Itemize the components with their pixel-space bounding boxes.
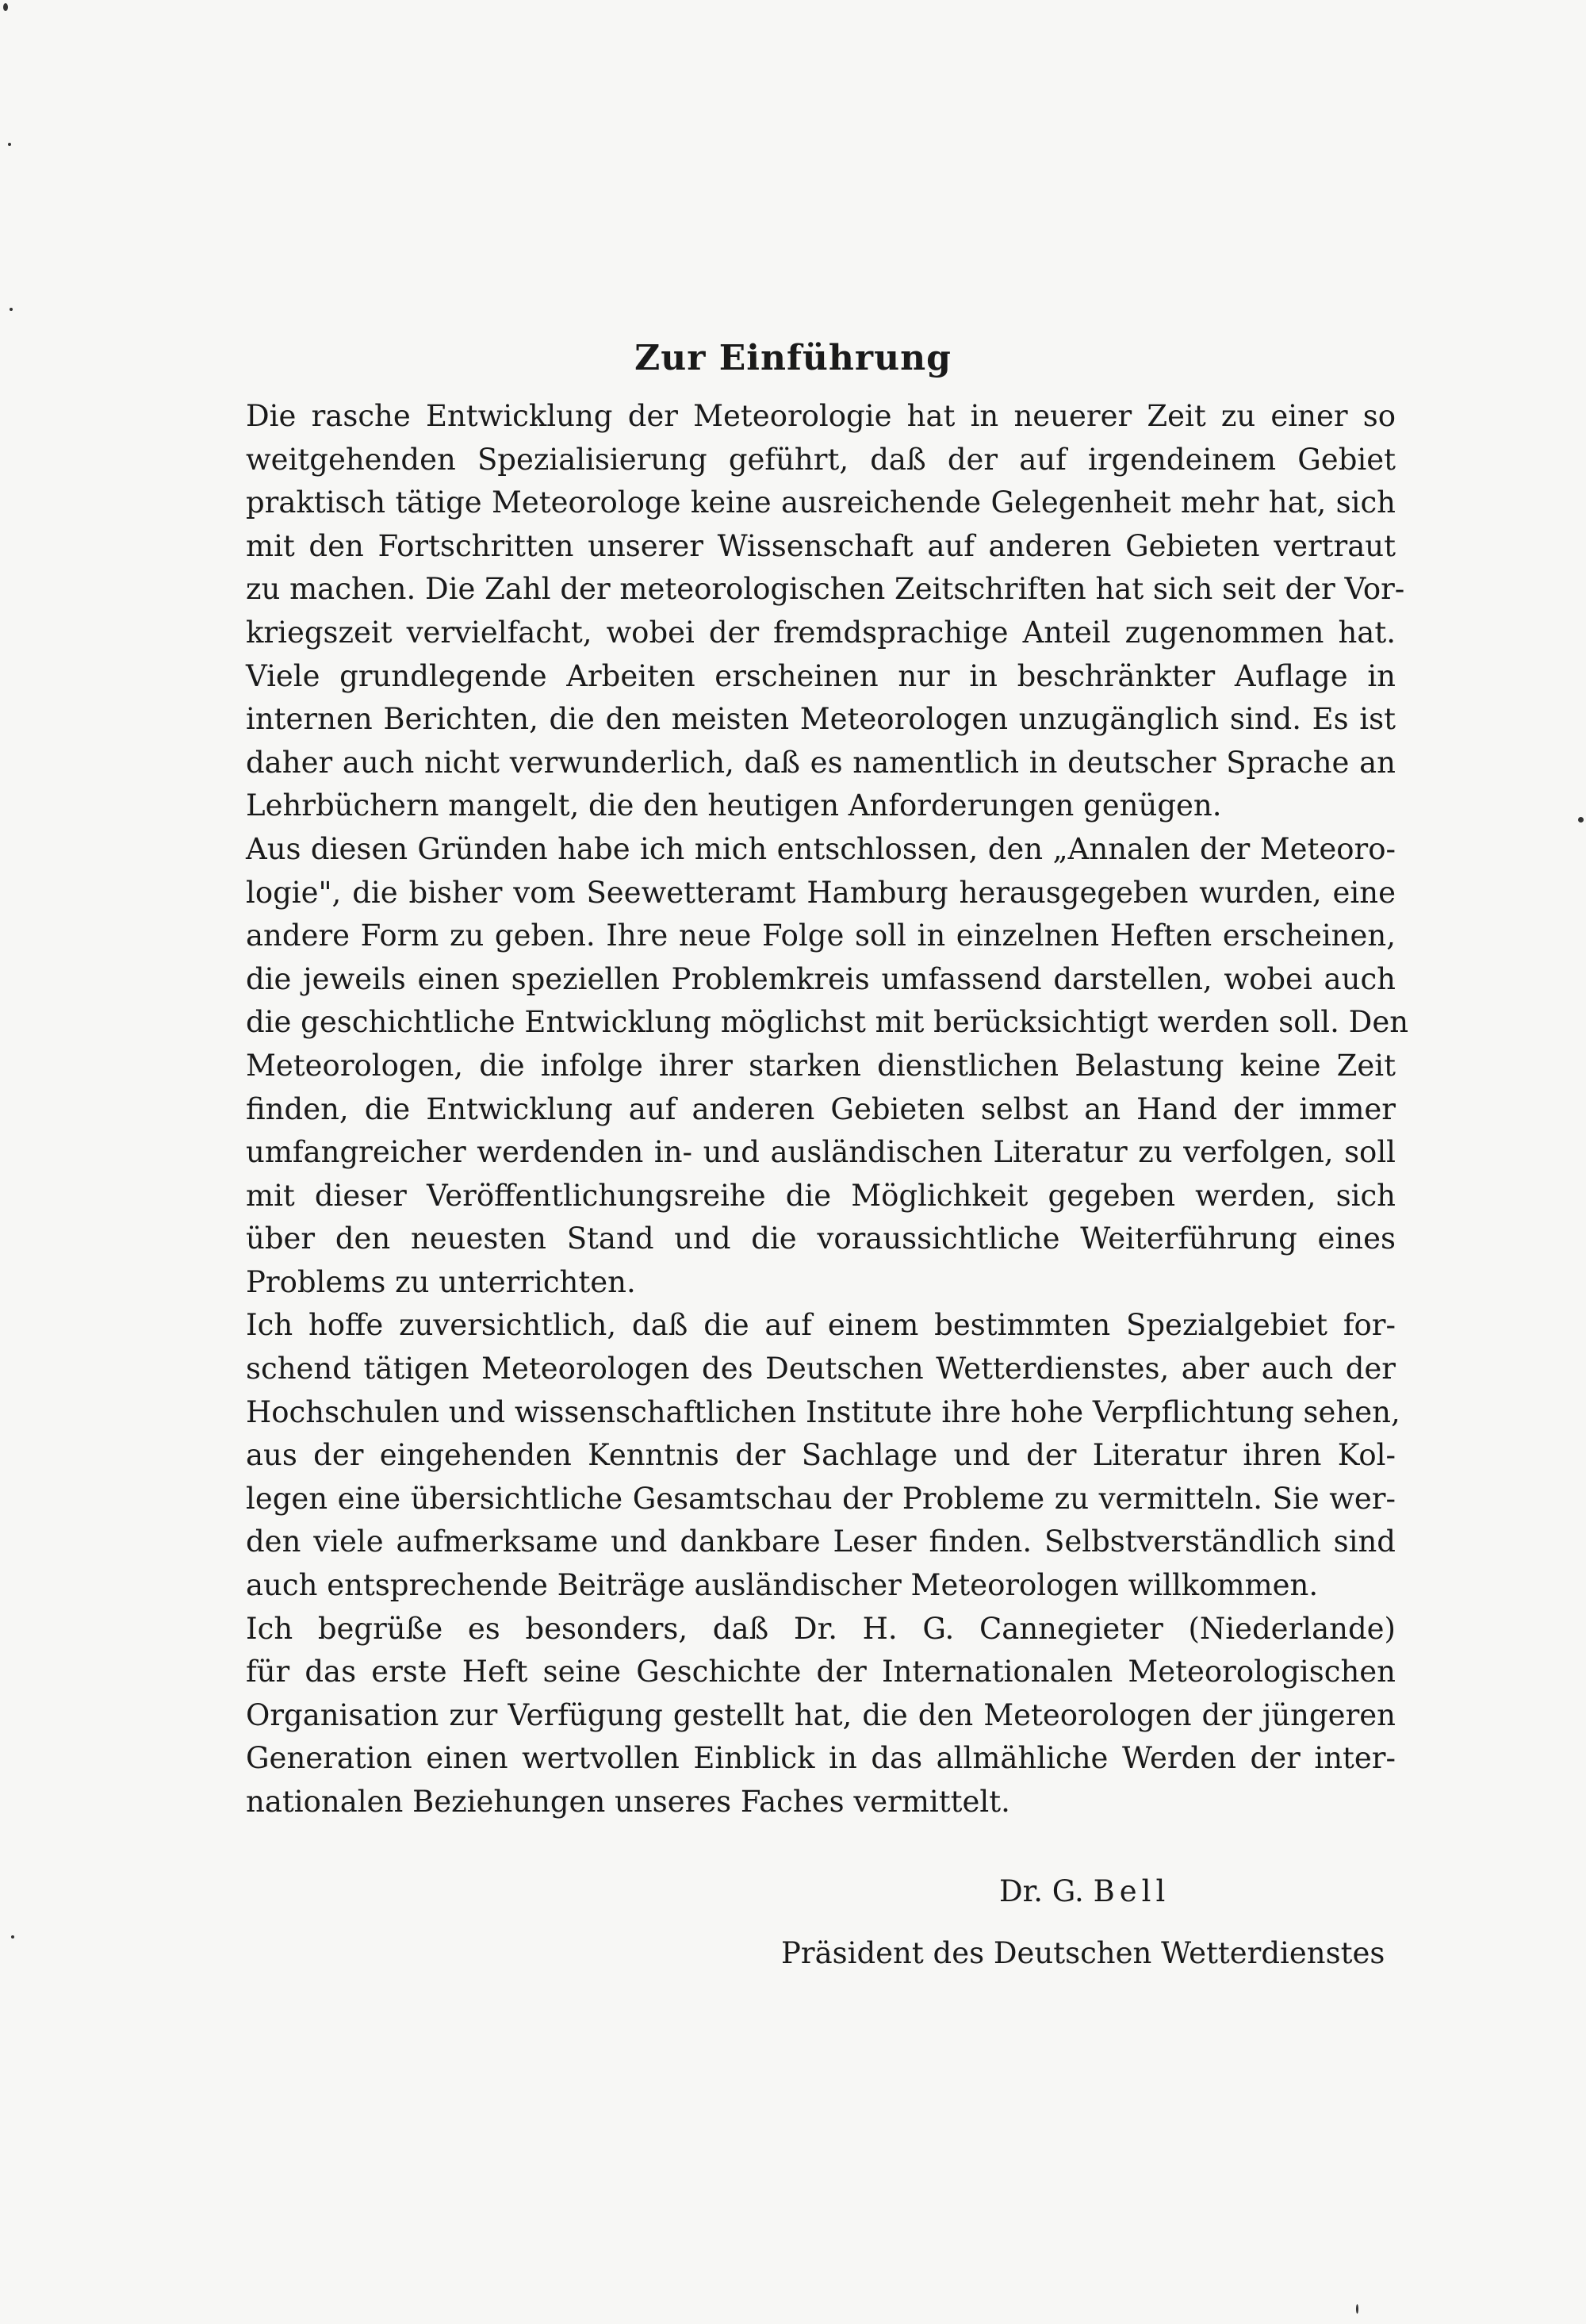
text-line: finden, die Entwicklung auf anderen Gebieten selbst an Hand der immer xyxy=(246,1091,1396,1126)
text-line: über den neuesten Stand und die voraussichtliche Weiterführung eines xyxy=(246,1221,1396,1256)
text-line: schend tätigen Meteorologen des Deutschen Wetterdienstes, aber auch der xyxy=(246,1352,1396,1386)
text-line: auch entsprechende Beiträge ausländischer Meteorologen willkommen. xyxy=(246,1568,1319,1603)
text-line: zu machen. Die Zahl der meteorologischen Zeitschriften hat sich seit der Vor- xyxy=(246,572,1405,607)
scan-speck xyxy=(8,143,11,146)
scan-speck xyxy=(10,308,13,311)
text-line: weitgehenden Spezialisierung geführt, daß der auf irgendeinem Gebiet xyxy=(246,442,1396,477)
scan-speck xyxy=(3,3,8,11)
text-line: nationalen Beziehungen unseres Faches vermittelt. xyxy=(246,1785,1010,1819)
text-line: andere Form zu geben. Ihre neue Folge soll in einzelnen Heften erscheinen, xyxy=(246,918,1396,953)
text-line: die geschichtliche Entwicklung möglichst mit berücksichtigt werden soll. Den xyxy=(246,1005,1409,1040)
scan-speck xyxy=(11,1935,14,1939)
scan-speck xyxy=(1356,2304,1358,2314)
text-line: internen Berichten, die den meisten Meteorologen unzugänglich sind. Es ist xyxy=(246,702,1396,737)
text-line: aus der eingehenden Kenntnis der Sachlage und der Literatur ihren Kol- xyxy=(246,1438,1396,1473)
text-line: logie", die bisher vom Seewetteramt Hamburg herausgegeben wurden, eine xyxy=(246,875,1396,910)
text-line: Problems zu unterrichten. xyxy=(246,1264,636,1299)
paragraph-2 xyxy=(246,828,1409,1305)
text-line: Viele grundlegende Arbeiten erscheinen nur in beschränkter Auflage in xyxy=(246,658,1396,693)
text-line: daher auch nicht verwunderlich, daß es namentlich in deutscher Sprache an xyxy=(246,745,1396,780)
text-line: Die rasche Entwicklung der Meteorologie hat in neuerer Zeit zu einer so xyxy=(246,399,1396,433)
signature-name xyxy=(999,1870,1170,1913)
text-line: Lehrbüchern mangelt, die den heutigen Anforderungen genügen. xyxy=(246,788,1222,823)
text-line: Ich begrüße es besonders, daß Dr. H. G. Cannegieter (Niederlande) xyxy=(246,1611,1396,1646)
page-title: Zur Einführung xyxy=(634,338,952,378)
text-line: mit dieser Veröffentlichungsreihe die Möglichkeit gegeben werden, sich xyxy=(246,1178,1396,1213)
text-line: Hochschulen und wissenschaftlichen Institute ihre hohe Verpflichtung sehen, xyxy=(246,1394,1400,1429)
scan-speck xyxy=(1578,817,1584,823)
text-line: Organisation zur Verfügung gestellt hat, die den Meteorologen der jüngeren xyxy=(246,1697,1396,1732)
text-line: mit den Fortschritten unserer Wissenschaft auf anderen Gebieten vertraut xyxy=(246,528,1396,563)
signature-prefix: Dr. G. xyxy=(999,1874,1084,1908)
paragraph-3 xyxy=(246,1304,1400,1607)
body-text xyxy=(246,395,1409,1824)
text-line: praktisch tätige Meteorologe keine ausreichende Gelegenheit mehr hat, sich xyxy=(246,485,1396,520)
text-line: Aus diesen Gründen habe ich mich entschlossen, den „Annalen der Meteoro- xyxy=(246,831,1396,866)
text-line: kriegszeit vervielfacht, wobei der fremdsprachige Anteil zugenommen hat. xyxy=(246,615,1396,650)
text-line: die jeweils einen speziellen Problemkreis umfassend darstellen, wobei auch xyxy=(246,961,1396,996)
text-line: umfangreicher werdenden in- und ausländischen Literatur zu verfolgen, soll xyxy=(246,1135,1396,1170)
text-line: für das erste Heft seine Geschichte der Internationalen Meteorologischen xyxy=(246,1655,1396,1689)
text-line: Generation einen wertvollen Einblick in das allmähliche Werden der inter- xyxy=(246,1741,1396,1776)
paragraph-4 xyxy=(246,1608,1396,1824)
text-line: Ich hoffe zuversichtlich, daß die auf einem bestimmten Spezialgebiet for- xyxy=(246,1308,1396,1343)
signature-surname: Bell xyxy=(1093,1874,1170,1908)
paragraph-1 xyxy=(246,395,1405,828)
text-line: den viele aufmerksame und dankbare Leser finden. Selbstverständlich sind xyxy=(246,1524,1396,1559)
text-line: Meteorologen, die infolge ihrer starken dienstlichen Belastung keine Zeit xyxy=(246,1048,1396,1083)
text-line: legen eine übersichtliche Gesamtschau der Probleme zu vermitteln. Sie wer- xyxy=(246,1481,1396,1516)
signature-role: Präsident des Deutschen Wetterdienstes xyxy=(781,1936,1385,1970)
